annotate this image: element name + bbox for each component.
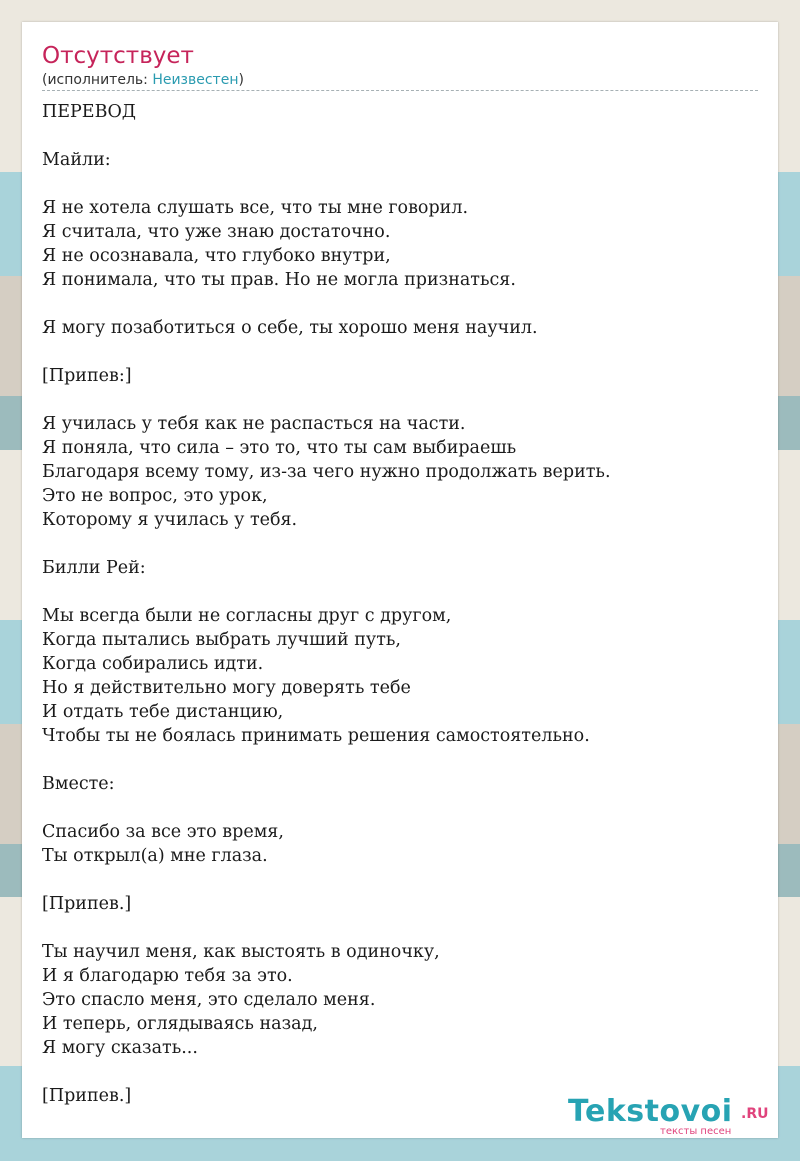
song-title: Отсутствует [42, 43, 194, 69]
artist-line [42, 71, 758, 89]
site-logo[interactable] [568, 1094, 778, 1138]
logo-tagline: тексты песен [660, 1126, 732, 1137]
logo-domain: .RU [741, 1106, 769, 1122]
song-header [42, 42, 758, 91]
lyrics-text: ПЕРЕВОД Майли: Я не хотела слушать все, что ты мне говорил. Я считала, что уже знаю достаточно. Я не осознавала, что глубоко внутри, Я понимала, что ты прав. Но не могла признаться. Я могу позаботиться о себе, ты хорошо меня научил. [Припев:] Я училась у тебя как не распасться на части. Я поняла, что сила – это то, что ты сам выбираешь Благодаря всему тому, из-за чего нужно продолжать верить. Это не вопрос, это урок, Которому я училась у тебя. Билли Рей: Мы всегда были не согласны друг с другом, Когда пытались выбрать лучший путь, Когда собирались идти. Но я действительно могу доверять тебе И отдать тебе дистанцию, Чтобы ты не боялась принимать решения самостоятельно. Вместе: Спасибо за все это время, Ты открыл(а) мне глаза. [Припев.] Ты научил меня, как выстоять в одиночку, И я благодарю тебя за это. Это спасло меня, это сделало меня. И теперь, оглядываясь назад, Я могу сказать... [Припев.] [42, 102, 611, 1106]
artist-link[interactable]: Неизвестен [152, 72, 239, 88]
logo-wordmark: Tekstovoi [568, 1094, 733, 1129]
artist-prefix: (исполнитель: [42, 72, 153, 88]
lyrics-card [22, 22, 778, 1138]
artist-suffix: ) [238, 72, 244, 88]
